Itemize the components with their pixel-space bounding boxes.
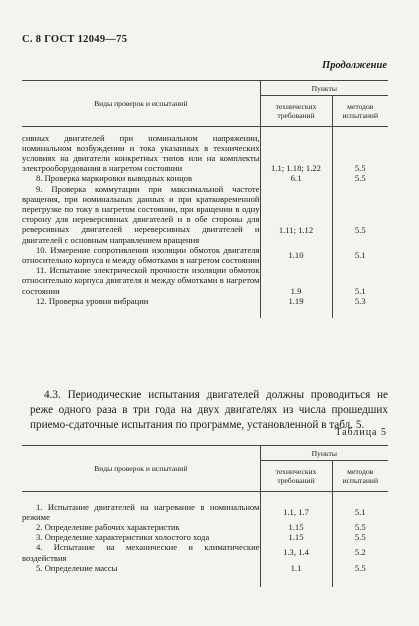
tech-clause: 6.1 <box>260 173 332 183</box>
table-caption: Таблица 5 <box>335 427 387 438</box>
method-clause: 5.5 <box>354 521 366 532</box>
method-clause: 5.5 <box>354 562 366 573</box>
table-row <box>22 522 388 532</box>
method-clause: 5.5 <box>354 532 366 543</box>
method-clause: 5.5 <box>354 163 366 174</box>
tech-clause: 1.10 <box>260 245 332 265</box>
test-name: 5. Определение массы <box>22 563 260 587</box>
method-clause: 5.3 <box>354 295 366 306</box>
test-name: 10. Измерение сопротивления изоляции обмоток двигателя относительно корпуса и между обмотками в нагретом состоянии <box>22 244 260 265</box>
column-header-test-methods: методов испытаний <box>332 461 388 492</box>
clause-4-3-paragraph: 4.3. Периодические испытания двигателей должны проводиться не реже одного раза в три года на двух двигателях из числа прошедших приемо-сдаточные испытания по программе, установленной в табл. 5. <box>30 389 388 431</box>
column-header-tech-requirements: технических требований <box>260 96 332 127</box>
column-header-test-methods: методов испытаний <box>332 96 388 127</box>
tech-clause: 1.3, 1.4 <box>260 542 332 562</box>
tech-clause: 1.15 <box>260 532 332 542</box>
test-name: 11. Испытание электрической прочности изоляции обмоток относительно корпуса двигателя и между обмотками в нагретом состоянии <box>22 265 260 296</box>
column-header-tech-requirements: технических требований <box>260 461 332 492</box>
method-clause: 5.1 <box>354 285 366 296</box>
table-row <box>22 133 388 174</box>
test-name: сивных двигателей при номинальном напряжении, номинальном возбуждении и тока указанных в технических условиях на двигатели конкретных типов или на комплекты электрооборудования в нагретом состоянии <box>22 132 260 174</box>
table-row <box>22 173 388 183</box>
column-header-tests: Виды проверок и испытаний <box>22 446 260 492</box>
test-name: 9. Проверка коммутации при максимальной частоте вращения, при номинальных данных и при кратковременной перегрузке по току в нагретом состоянии, при вращении в одну сторону для нереверсивных двигателей и в обе стороны для реверсивных двигателей нереверсивных двигателей и двигателей с основным направлением вращения <box>22 183 260 245</box>
method-clause: 5.2 <box>354 547 366 558</box>
tech-clause: 1.1 <box>260 563 332 587</box>
table-row <box>22 492 388 502</box>
tech-clause: 1.1, 1.7 <box>260 502 332 522</box>
page-header: С. 8 ГОСТ 12049—75 <box>22 34 128 45</box>
table-row <box>22 265 388 296</box>
continuation-label: Продолжение <box>322 60 387 71</box>
test-name: 2. Определение рабочих характеристик <box>22 522 260 532</box>
table-row <box>22 542 388 562</box>
table-row <box>22 245 388 265</box>
test-name: 3. Определение характеристики холостого хода <box>22 532 260 542</box>
method-clause: 5.1 <box>354 506 366 517</box>
table-row <box>22 184 388 245</box>
tech-clause: 1.19 <box>260 296 332 318</box>
periodic-tests-table <box>22 445 388 587</box>
tests-table-continued <box>22 80 388 318</box>
tech-clause: 1.11; 1.12 <box>260 184 332 245</box>
table-row <box>22 563 388 587</box>
test-name: 4. Испытание на механические и климатические воздействия <box>22 542 260 563</box>
table-row <box>22 532 388 542</box>
test-name: 1. Испытание двигателей на нагревание в номинальном режиме <box>22 501 260 522</box>
tech-clause: 1.15 <box>260 522 332 532</box>
tech-clause: 1.1; 1.18; 1.22 <box>260 133 332 174</box>
column-header-tests: Виды проверок и испытаний <box>22 81 260 127</box>
method-clause: 5.5 <box>354 224 366 235</box>
tech-clause: 1.9 <box>260 265 332 296</box>
table-row <box>22 296 388 318</box>
test-name: 8. Проверка маркировки выводных концов <box>22 173 260 183</box>
table-row <box>22 502 388 522</box>
column-header-clauses: Пункты <box>260 446 388 461</box>
method-clause: 5.5 <box>354 173 366 184</box>
test-name: 12. Проверка уровня вибрации <box>22 296 260 318</box>
column-header-clauses: Пункты <box>260 81 388 96</box>
method-clause: 5.1 <box>354 249 366 260</box>
